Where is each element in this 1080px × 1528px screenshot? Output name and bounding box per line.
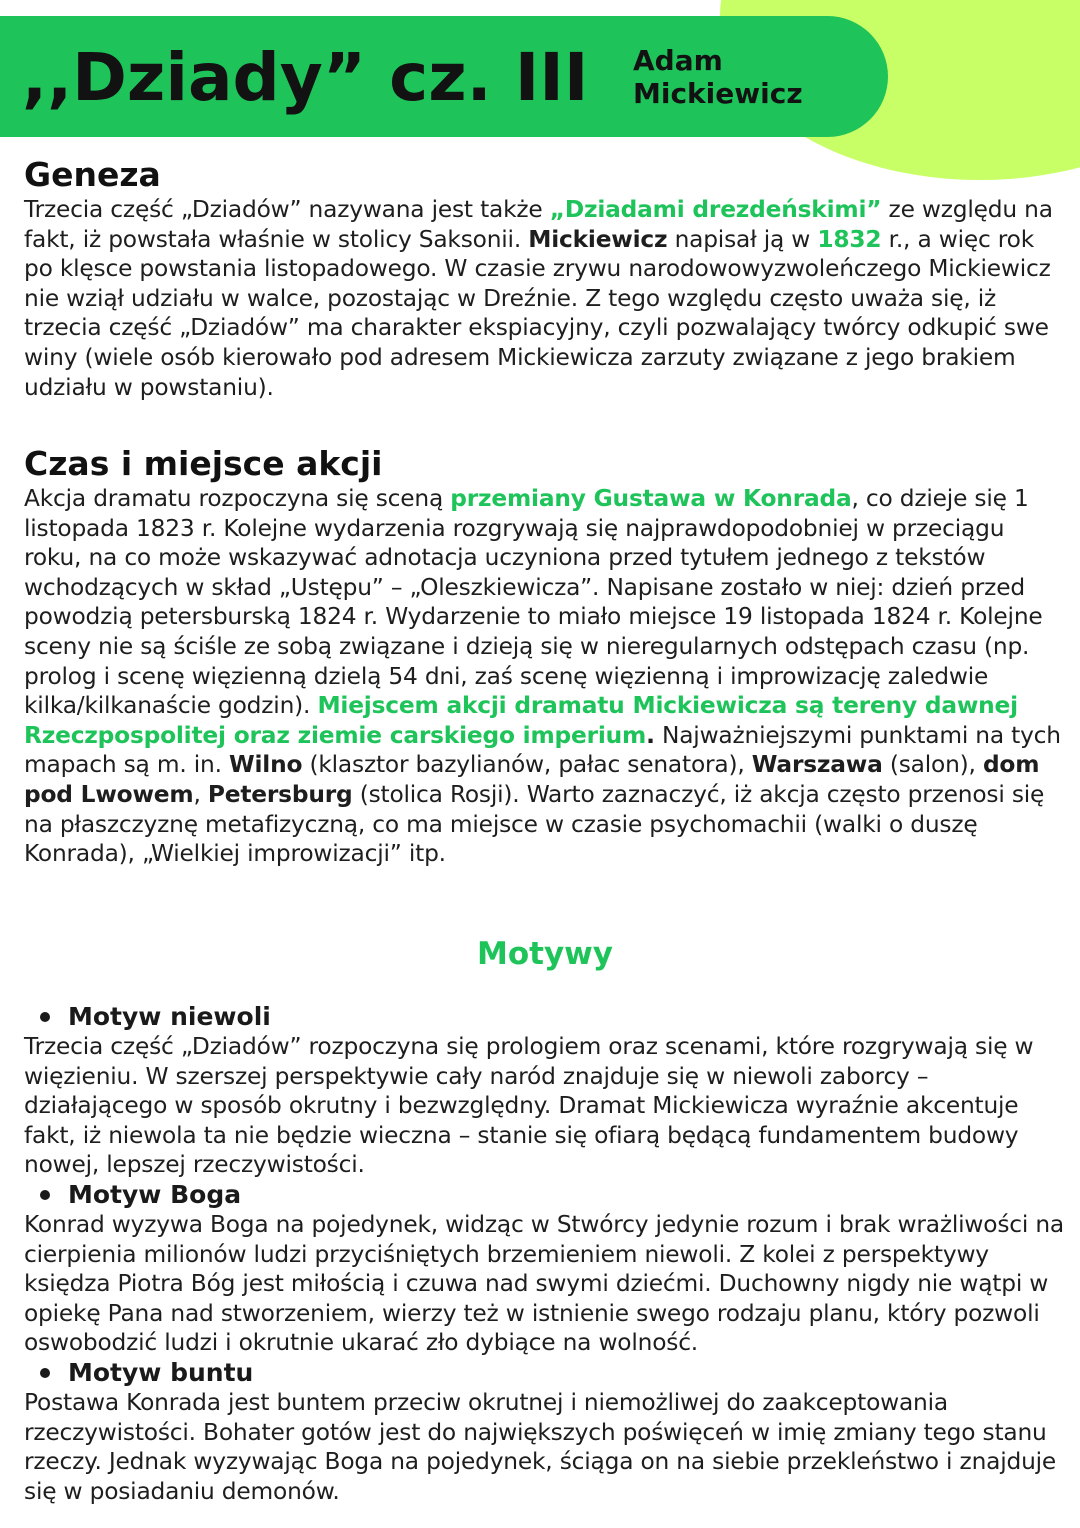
motif-title: Motyw buntu <box>68 1357 254 1387</box>
highlight-year: 1832 <box>817 225 882 253</box>
text-run: Najważniejszymi punktami na tych mapach są m. in. <box>24 721 1061 779</box>
text-run: (klasztor bazylianów, pałac senatora), <box>302 751 752 779</box>
bold-place: Petersburg <box>207 780 353 808</box>
bold-term: . <box>646 721 655 749</box>
motif-description: Konrad wyzywa Boga na pojedynek, widząc w Stwórcy jedynie rozum i brak wrażliwości na cierpienia milionów ludzi przyciśniętych brzemieniem niewoli. Z kolei z perspektywy księdza Piotra Bóg jest miłością i czuwa nad swymi dziećmi. Duchowny nigdy nie wątpi w opiekę Pana nad stworzeniem, wierzy też w istnienie swego rodzaju planu, który pozwoli oswobodzić ludzi i okrutnie ukarać zło dybiące na wolność. <box>24 1210 1064 1357</box>
highlight-sentence: Miejscem akcji dramatu Mickiewicza są tereny dawnej Rzeczpospolitej oraz ziemie carskiego imperium <box>24 692 1018 749</box>
motywy-list <box>24 1002 1068 1506</box>
bullet-icon <box>40 1190 50 1200</box>
page-title: ,,Dziady” cz. III <box>22 39 589 116</box>
motif-description: Trzecia część „Dziadów” rozpoczyna się prologiem oraz scenami, które rozgrywają się w więzieniu. W szerszej perspektywie cały naród znajduje się w niewoli zaborcy – działającego w sposób okrutny i bezwzględny. Dramat Mickiewicza wyraźnie akcentuje fakt, iż niewola ta nie będzie wieczna – stanie się ofiarą będącą fundamentem budowy nowej, lepszej rzeczywistości. <box>24 1033 1034 1179</box>
section-paragraph <box>24 195 1068 402</box>
bullet-icon <box>40 1368 50 1378</box>
motif-heading <box>24 1358 1068 1388</box>
text-run: , <box>193 780 208 808</box>
section-heading: Geneza <box>24 155 161 194</box>
highlight-term: przemiany Gustawa w Konrada <box>450 485 852 512</box>
text-run: napisał ją w <box>667 225 818 253</box>
text-run: ze względu na fakt, iż powstała właśnie w stolicy Saksonii. <box>24 196 1053 253</box>
author-name <box>633 44 873 110</box>
author-first-name: Adam <box>633 44 723 77</box>
bullet-icon <box>40 1012 50 1022</box>
motif-heading <box>24 1002 1068 1032</box>
motif-title: Motyw niewoli <box>68 1002 271 1031</box>
highlight-term: „Dziadami drezdeńskimi” <box>549 196 882 223</box>
section-paragraph <box>24 484 1068 869</box>
section-czas-i-miejsce <box>24 444 1068 869</box>
motif-description: Postawa Konrada jest buntem przeciw okrutnej i niemożliwej do zaakceptowania rzeczywistości. Bohater gotów jest do największych poświęceń w imię zmiany tego stanu rzeczy. Jednak wyzywając Boga na pojedynek, ściąga on na siebie przekleństwo i znajduje się w posiadaniu demonów. <box>24 1388 1057 1505</box>
bold-place: dom pod Lwowem <box>24 751 1040 808</box>
text-run: , co dzieje się 1 listopada 1823 r. Kolejne wydarzenia rozgrywają się najprawdopodobniej w przeciągu roku, na co może wskazywać adnotacja uczyniona przed tytułem jednego z tekstów wchodzących w skład „Ustępu” – „Oleszkiewicza”. Napisane zostało w niej: dzień przed powodzią petersburską 1824 r. Wydarzenie to miało miejsce 19 listopada 1824 r. Kolejne sceny nie są ściśle ze sobą związane i dzieją się w nieregularnych odstępach czasu (np. prolog i scenę więzienną dzielą 54 dni, zaś scenę więzienną i improwizację zaledwie kilka/kilkanaście godzin). <box>24 485 1043 720</box>
motif-heading <box>24 1180 1068 1210</box>
bold-place: Wilno <box>229 751 303 779</box>
text-run: (salon), <box>882 751 983 779</box>
bold-term: Mickiewicz <box>528 225 668 253</box>
motif-title: Motyw Boga <box>68 1179 242 1209</box>
section-heading: Czas i miejsce akcji <box>24 444 383 483</box>
bold-place: Warszawa <box>751 751 883 779</box>
text-run: (stolica Rosji). Warto zaznaczyć, iż akcja często przenosi się na płaszczyznę metafizyczną, co ma miejsce w czasie psychomachii (walki o duszę Konrada), „Wielkiej improwizacji” itp. <box>24 780 1045 868</box>
motywy-heading: Motywy <box>476 936 614 972</box>
text-run: Trzecia część „Dziadów” nazywana jest także <box>24 196 550 223</box>
author-last-name: Mickiewicz <box>633 77 803 110</box>
text-run: r., a więc rok po klęsce powstania listopadowego. W czasie zrywu narodowowyzwoleńczego Mickiewicz nie wziął udziału w walce, pozostając w Dreźnie. Z tego względu często uważa się, iż trzecia część „Dziadów” ma charakter ekspiacyjny, czyli pozwalający twórcy odkupić swe winy (wiele osób kierowało pod adresem Mickiewicza zarzuty związane z jego brakiem udziału w powstaniu). <box>24 225 1051 401</box>
text-run: Akcja dramatu rozpoczyna się sceną <box>24 485 451 512</box>
section-geneza <box>24 155 1068 402</box>
